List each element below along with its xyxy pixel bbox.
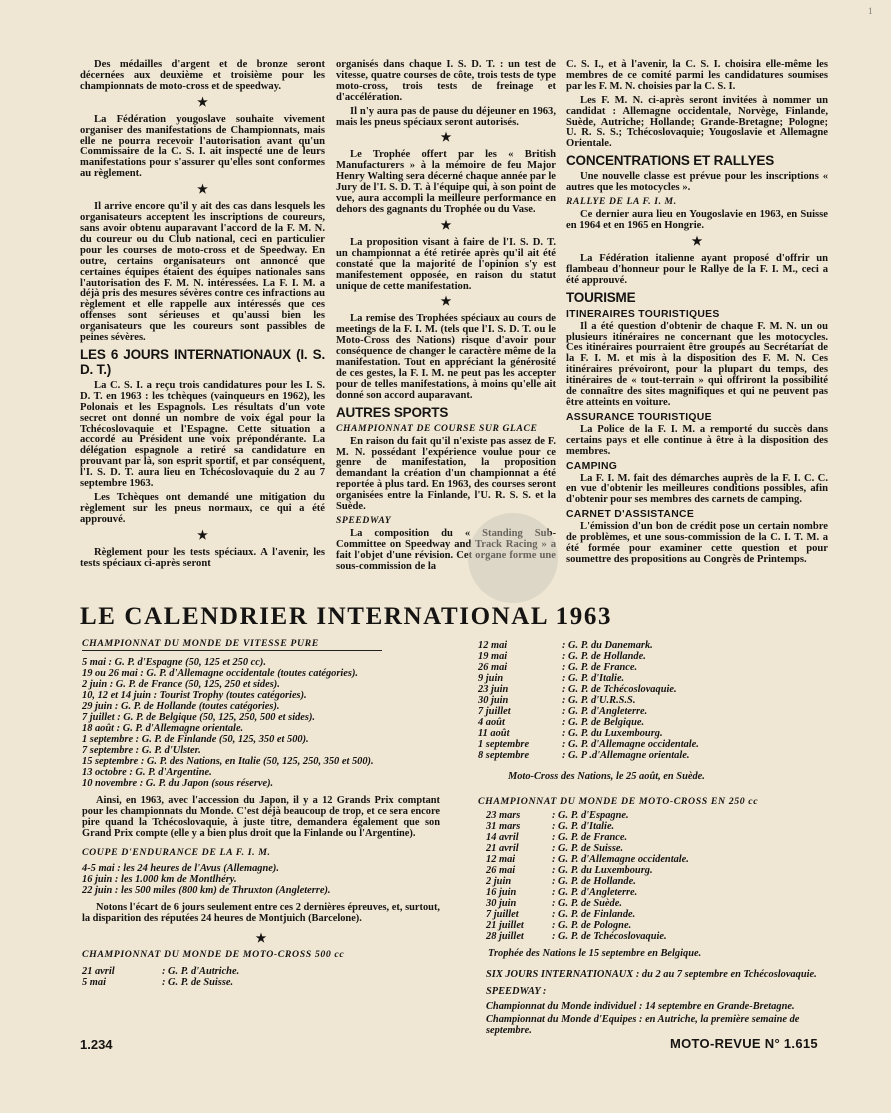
calendar-row: [82, 977, 440, 988]
paragraph: La C. S. I. a reçu trois candidatures pour les I. S. D. T. en 1963 : les tchèques (vainqueurs en 1962), les Polonais et les Espagnols. Les résultats d'un vote secret ont donné un nombre de voix égal pour la Tchécoslovaquie et l'Espagne. Cette situation a accordé au Président une voix prépondérante. La délégation espagnole a retiré sa candidature en prouvant par là, son esprit sportif, et par conséquent, l'I. S. D. T. aura lieu en Tchécoslovaquie du 2 au 7 septembre 1963.: [80, 379, 325, 490]
paragraph: En raison du fait qu'il n'existe pas assez de F. M. N. possédant l'expérience voulue pour ce genre de manifestation, la proposition demandant la création d'un championnat a été reportée à plus tard. En 1963, des courses seront organisées entre la Finlande, l'U. R. S. S. et la Suède.: [336, 435, 556, 513]
mx500-list-part2: [478, 640, 828, 761]
calendar-row: [82, 966, 440, 977]
calendar-heading: CHAMPIONNAT DU MONDE DE VITESSE PURE: [82, 638, 319, 649]
calendar-row: [486, 865, 828, 876]
calendar-row: [478, 684, 828, 695]
paragraph: La F. I. M. fait des démarches auprès de la F. I. C. C. en vue d'obtenir les meilleures conditions possibles, afin d'obtenir pour ses membres des carnets de camping.: [566, 472, 828, 506]
calendar-row: [486, 832, 828, 843]
event-date: 14 avril: [486, 832, 519, 843]
event-date: 7 juillet: [486, 909, 519, 920]
column-1: [80, 60, 325, 573]
event-name: : G. P. du Luxembourg.: [562, 728, 663, 739]
event-name: : G. P. de Belgique.: [562, 717, 645, 728]
calendar-line: 29 juin : G. P. de Hollande (toutes catégories).: [82, 701, 280, 712]
corner-mark: 1: [868, 6, 873, 16]
event-name: : G. P. du Luxembourg.: [552, 865, 653, 876]
calendar-line: 18 août : G. P. d'Allemagne orientale.: [82, 723, 244, 734]
subsection-heading: CHAMPIONNAT DE COURSE SUR GLACE: [336, 422, 538, 434]
calendar-row: [486, 843, 828, 854]
calendar-row: [486, 909, 828, 920]
calendar-line: 5 mai : G. P. d'Espagne (50, 125 et 250 cc).: [82, 657, 266, 668]
paragraph: La Police de la F. I. M. a remporté du succès dans certains pays et elle continue à être à la disposition des membres.: [566, 423, 828, 457]
event-date: 28 juillet: [486, 931, 524, 942]
subsection-heading: RALLYE DE LA F. I. M.: [566, 196, 677, 208]
subsection-heading: CARNET D'ASSISTANCE: [566, 509, 695, 521]
page-number: 1.234: [80, 1037, 113, 1052]
paragraph: La proposition visant à faire de l'I. S. D. T. un championnat a été retirée après qu'il ait été constaté que la majorité de l'opinion s'y est manifestement opposée, en raison du statut unique de cette manifestation.: [336, 236, 556, 292]
paragraph: Les Tchèques ont demandé une mitigation du règlement sur les pneus normaux, ce qui a été approuvé.: [80, 492, 325, 525]
mx-nations-note: Moto-Cross des Nations, le 25 août, en Suède.: [508, 771, 705, 782]
event-date: 30 juin: [478, 695, 509, 706]
mx500-list-part1: [82, 966, 440, 988]
event-date: 12 mai: [478, 640, 508, 651]
star-separator: ★: [197, 182, 208, 197]
event-name: : G. P. de Hollande.: [562, 651, 646, 662]
paragraph: Ce dernier aura lieu en Yougoslavie en 1963, en Suisse en 1964 et en 1965 en Hongrie.: [566, 209, 828, 231]
event-name: : G. P .d'Allemagne orientale.: [562, 750, 690, 761]
event-date: 23 mars: [486, 810, 521, 821]
calendar-line: 10 novembre : G. P. du Japon (sous réserve).: [82, 778, 274, 789]
event-date: 8 septembre: [478, 750, 530, 761]
calendar-line: 1 septembre : G. P. de Finlande (50, 125, 350 et 500).: [82, 734, 309, 745]
calendar-line: 22 juin : les 500 miles (800 km) de Thruxton (Angleterre).: [82, 885, 331, 896]
paragraph: La composition du « Standing Sub-Committee on Speedway and Track Racing » a fait l'objet d'une révision. Cet organe forme une sous-commission de la: [336, 528, 556, 572]
event-date: 26 mai: [486, 865, 516, 876]
subsection-heading: ITINERAIRES TOURISTIQUES: [566, 308, 720, 320]
paragraph: Ainsi, en 1963, avec l'accession du Japon, il y a 12 Grands Prix comptant pour les championnats du Monde. C'est déjà beaucoup de trop, et ce sera encore pire quand la Tchécoslovaquie, à juste titre, demandera également que son Grand Prix compte (elle y a bien plus droit que la Finlande ou l'Argentine).: [82, 795, 440, 839]
event-name: : G. P. de France.: [552, 832, 628, 843]
calendar-row: [486, 887, 828, 898]
calendar-heading: CHAMPIONNAT DU MONDE DE MOTO-CROSS EN 250 cc: [478, 796, 759, 807]
paragraph: C. S. I., et à l'avenir, la C. S. I. choisira elle-même les membres de ce comité parmi les candidatures soumises par les F. M. N. choisies par la C. S. I.: [566, 59, 828, 92]
calendar-row: [478, 739, 828, 750]
calendar-line: 16 juin : les 1.000 km de Montlhéry.: [82, 874, 237, 885]
speedway-line: Championnat du Monde d'Equipes : en Autriche, la première semaine de septembre.: [486, 1014, 800, 1036]
calendar-row: [486, 876, 828, 887]
event-date: 21 juillet: [486, 920, 524, 931]
star-separator: ★: [440, 294, 452, 309]
calendar-row: [486, 920, 828, 931]
six-jours-note: SIX JOURS INTERNATIONAUX : du 2 au 7 septembre en Tchécoslovaquie.: [486, 969, 817, 980]
section-heading: LES 6 JOURS INTERNATIONAUX (I. S. D. T.): [80, 346, 325, 377]
event-date: 19 mai: [478, 651, 508, 662]
calendar-line: 2 juin : G. P. de France (50, 125, 250 et sides).: [82, 679, 280, 690]
star-separator: ★: [440, 217, 452, 232]
event-date: 9 juin: [478, 673, 504, 684]
paragraph: Notons l'écart de 6 jours seulement entre ces 2 dernières épreuves, et, surtout, la disparition des réputées 24 heures de Montjuich (Barcelone).: [82, 902, 440, 924]
mx250-list: [478, 810, 828, 942]
star-separator: ★: [440, 130, 452, 145]
event-name: : G. P. de Suisse.: [162, 977, 234, 988]
event-name: : G. P. d'Allemagne occidentale.: [552, 854, 689, 865]
vitesse-list: [82, 657, 440, 789]
calendar-row: [486, 810, 828, 821]
event-name: : G. P. de France.: [562, 662, 638, 673]
event-date: 4 août: [478, 717, 505, 728]
calendar-right: [478, 640, 828, 1036]
event-name: : G. P. d'Italie.: [552, 821, 615, 832]
event-date: 30 juin: [486, 898, 517, 909]
paragraph: Il arrive encore qu'il y ait des cas dans lesquels les organisateurs acceptent les inscriptions de coureurs, sans avoir obtenu auparavant l'accord de la F. M. N. du coureur ou du Club national, ceci en particulier pour les courses de moto-cross et de Speedway. En outre, certains organisateurs ont annoncé que certaines équipes étaient des équipes nationales sans l'autorisation des F. M. N. intéressées. La F. I. M. a déjà pris des mesures sévères contre ces infractions au règlement et elle rappelle aux intéressés que ces offenses sont sérieuses et qu'aussi bien les organisateurs que les coureurs sont passibles de peines sévères.: [80, 201, 325, 344]
calendar-line: 4-5 mai : les 24 heures de l'Avus (Allemagne).: [82, 863, 279, 874]
paragraph: Les F. M. N. ci-après seront invitées à nommer un candidat : Allemagne occidentale, Norvège, Finlande, Suède, Autriche; Hollande; Grande-Bretagne; Pologne; U. R. S. S.; Tchécoslovaquie; Yougoslavie et Allemagne Orientale.: [566, 94, 828, 150]
column-2: [336, 60, 556, 576]
subsection-heading: SPEEDWAY: [336, 515, 392, 526]
column-3: [566, 60, 828, 569]
event-name: : G. P. de Finlande.: [552, 909, 636, 920]
calendar-heading: CHAMPIONNAT DU MONDE DE MOTO-CROSS 500 cc: [82, 949, 345, 960]
paragraph: Il n'y aura pas de pause du déjeuner en 1963, mais les pneus spéciaux seront autorisés.: [336, 105, 556, 128]
calendar-line: 10, 12 et 14 juin : Tourist Trophy (toutes catégories).: [82, 690, 307, 701]
event-name: : G. P. du Danemark.: [562, 640, 653, 651]
calendar-row: [478, 750, 828, 761]
paragraph: Il a été question d'obtenir de chaque F. M. N. un ou plusieurs itinéraires ne concernant que les motocycles. Ces itinéraires pourraient être groupés au Secrétariat de la F. I. M. et mis à la disposition des F. M. N. Ces itinéraires prévoiront, pour la plupart du temps, des itinéraires de « tout-terrain » qui offriront la possibilité de connaître des sites magnifiques et qui ne peuvent pas être atteints en voiture.: [566, 320, 828, 408]
calendar-row: [478, 673, 828, 684]
event-date: 21 avril: [82, 966, 115, 977]
calendar-row: [486, 821, 828, 832]
calendar-line: 7 septembre : G. P. d'Ulster.: [82, 745, 201, 756]
calendar-row: [478, 706, 828, 717]
event-date: 1 septembre: [478, 739, 530, 750]
paragraph: Une nouvelle classe est prévue pour les inscriptions « autres que les motocycles ».: [566, 171, 828, 194]
watermark-logo: [468, 513, 558, 603]
event-date: 12 mai: [486, 854, 516, 865]
star-separator: ★: [197, 94, 208, 109]
calendar-line: 15 septembre : G. P. des Nations, en Italie (50, 125, 250, 350 et 500).: [82, 756, 374, 767]
event-name: : G. P. de Suisse.: [552, 843, 624, 854]
section-heading: CONCENTRATIONS ET RALLYES: [566, 153, 775, 169]
paragraph: Règlement pour les tests spéciaux. A l'avenir, les tests spéciaux ci-après seront: [80, 546, 325, 569]
event-date: 5 mai: [82, 977, 106, 988]
section-heading: TOURISME: [566, 289, 636, 305]
paragraph: L'émission d'un bon de crédit pose un certain nombre de problèmes, et une sous-commission de la C. I. T. M. a été formée pour examiner cette question et pour soumettre des propositions au Congrès de Printemps.: [566, 521, 828, 565]
section-heading: AUTRES SPORTS: [336, 404, 449, 420]
event-date: 7 juillet: [478, 706, 511, 717]
event-name: : G. P. d'Espagne.: [552, 810, 629, 821]
event-name: : G. P. d'Allemagne occidentale.: [562, 739, 699, 750]
event-name: : G. P. de Pologne.: [552, 920, 632, 931]
calendar-row: [478, 717, 828, 728]
calendar-row: [478, 695, 828, 706]
speedway-line: Championnat du Monde individuel : 14 septembre en Grande-Bretagne.: [486, 1001, 795, 1012]
event-name: : G. P. d'Angleterre.: [552, 887, 638, 898]
paragraph: La remise des Trophées spéciaux au cours de meetings de la F. I. M. (tels que l'I. S. D. T. ou le Moto-Cross des Nations) risque d'avoir pour conséquence de changer le caractère même de la manifestation. Tout en appréciant la générosité de ces gestes, la F. I. M. ne peut pas les accepter pour de telles manifestations, à moins qu'elle ait donné son accord auparavant.: [336, 313, 556, 401]
event-name: : G. P. d'Autriche.: [162, 966, 240, 977]
speedway-heading: SPEEDWAY :: [486, 986, 547, 997]
paragraph: La Fédération yougoslave souhaite vivement organiser des manifestations de Championnats, mais elle ne pourra recevoir l'autorisation avant qu'un Commissaire de la C. S. I. ait inspecté une de leurs manifestations pour s'assurer qu'elles sont conformes au règlement.: [80, 113, 325, 180]
event-date: 31 mars: [486, 821, 521, 832]
calendar-line: 19 ou 26 mai : G. P. d'Allemagne occidentale (toutes catégories).: [82, 668, 358, 679]
endurance-list: [82, 863, 440, 896]
paragraph: Le Trophée offert par les « British Manufacturers » à la mémoire de feu Major Henry Walting sera décerné chaque année par le Jury de l'I. S. D. T. à l'équipe qui, à son point de vue, aura accompli la meilleure performance en dehors des gagnants du Trophée ou du Vase.: [336, 149, 556, 215]
event-date: 23 juin: [478, 684, 509, 695]
trophee-note: Trophée des Nations le 15 septembre en Belgique.: [488, 948, 702, 959]
star-separator: ★: [197, 527, 208, 542]
event-name: : G. P. de Hollande.: [552, 876, 636, 887]
subsection-heading: CAMPING: [566, 460, 618, 472]
paragraph: organisés dans chaque I. S. D. T. : un test de vitesse, quatre courses de côte, trois tests de type moto-cross, trois tests de freinage et d'accélération.: [336, 59, 556, 103]
event-name: : G. P. de Suède.: [552, 898, 622, 909]
calendar-row: [478, 662, 828, 673]
star-separator: ★: [691, 233, 703, 248]
subsection-heading: ASSURANCE TOURISTIQUE: [566, 411, 712, 423]
event-name: : G. P. d'Angleterre.: [562, 706, 648, 717]
star-separator: ★: [255, 931, 267, 945]
calendar-heading: COUPE D'ENDURANCE DE LA F. I. M.: [82, 847, 271, 858]
calendar-row: [478, 728, 828, 739]
calendar-row: [478, 640, 828, 651]
heading-underline: [82, 650, 382, 651]
event-name: : G. P. d'Italie.: [562, 673, 625, 684]
event-date: 16 juin: [486, 887, 517, 898]
calendar-line: 13 octobre : G. P. d'Argentine.: [82, 767, 212, 778]
calendar-row: [486, 898, 828, 909]
paragraph: Des médailles d'argent et de bronze seront décernées aux deuxième et troisième pour les championnats de moto-cross et de speedway.: [80, 59, 325, 92]
event-name: : G. P. de Tchécoslovaquie.: [552, 931, 667, 942]
event-name: : G. P. de Tchécoslovaquie.: [562, 684, 677, 695]
event-date: 21 avril: [486, 843, 519, 854]
event-date: 11 août: [478, 728, 510, 739]
calendar-row: [486, 854, 828, 865]
paragraph: La Fédération italienne ayant proposé d'offrir un flambeau d'honneur pour le Rallye de la F. I. M., ceci a été approuvé.: [566, 252, 828, 286]
calendar-row: [478, 651, 828, 662]
calendar-line: 7 juillet : G. P. de Belgique (50, 125, 250, 500 et sides).: [82, 712, 316, 723]
calendar-row: [486, 931, 828, 942]
calendar-left: [82, 638, 440, 988]
event-name: : G. P. d'U.R.S.S.: [562, 695, 636, 706]
event-date: 26 mai: [478, 662, 508, 673]
event-date: 2 juin: [486, 876, 512, 887]
calendar-title: LE CALENDRIER INTERNATIONAL 1963: [80, 603, 613, 630]
magazine-issue: MOTO-REVUE N° 1.615: [670, 1036, 818, 1051]
